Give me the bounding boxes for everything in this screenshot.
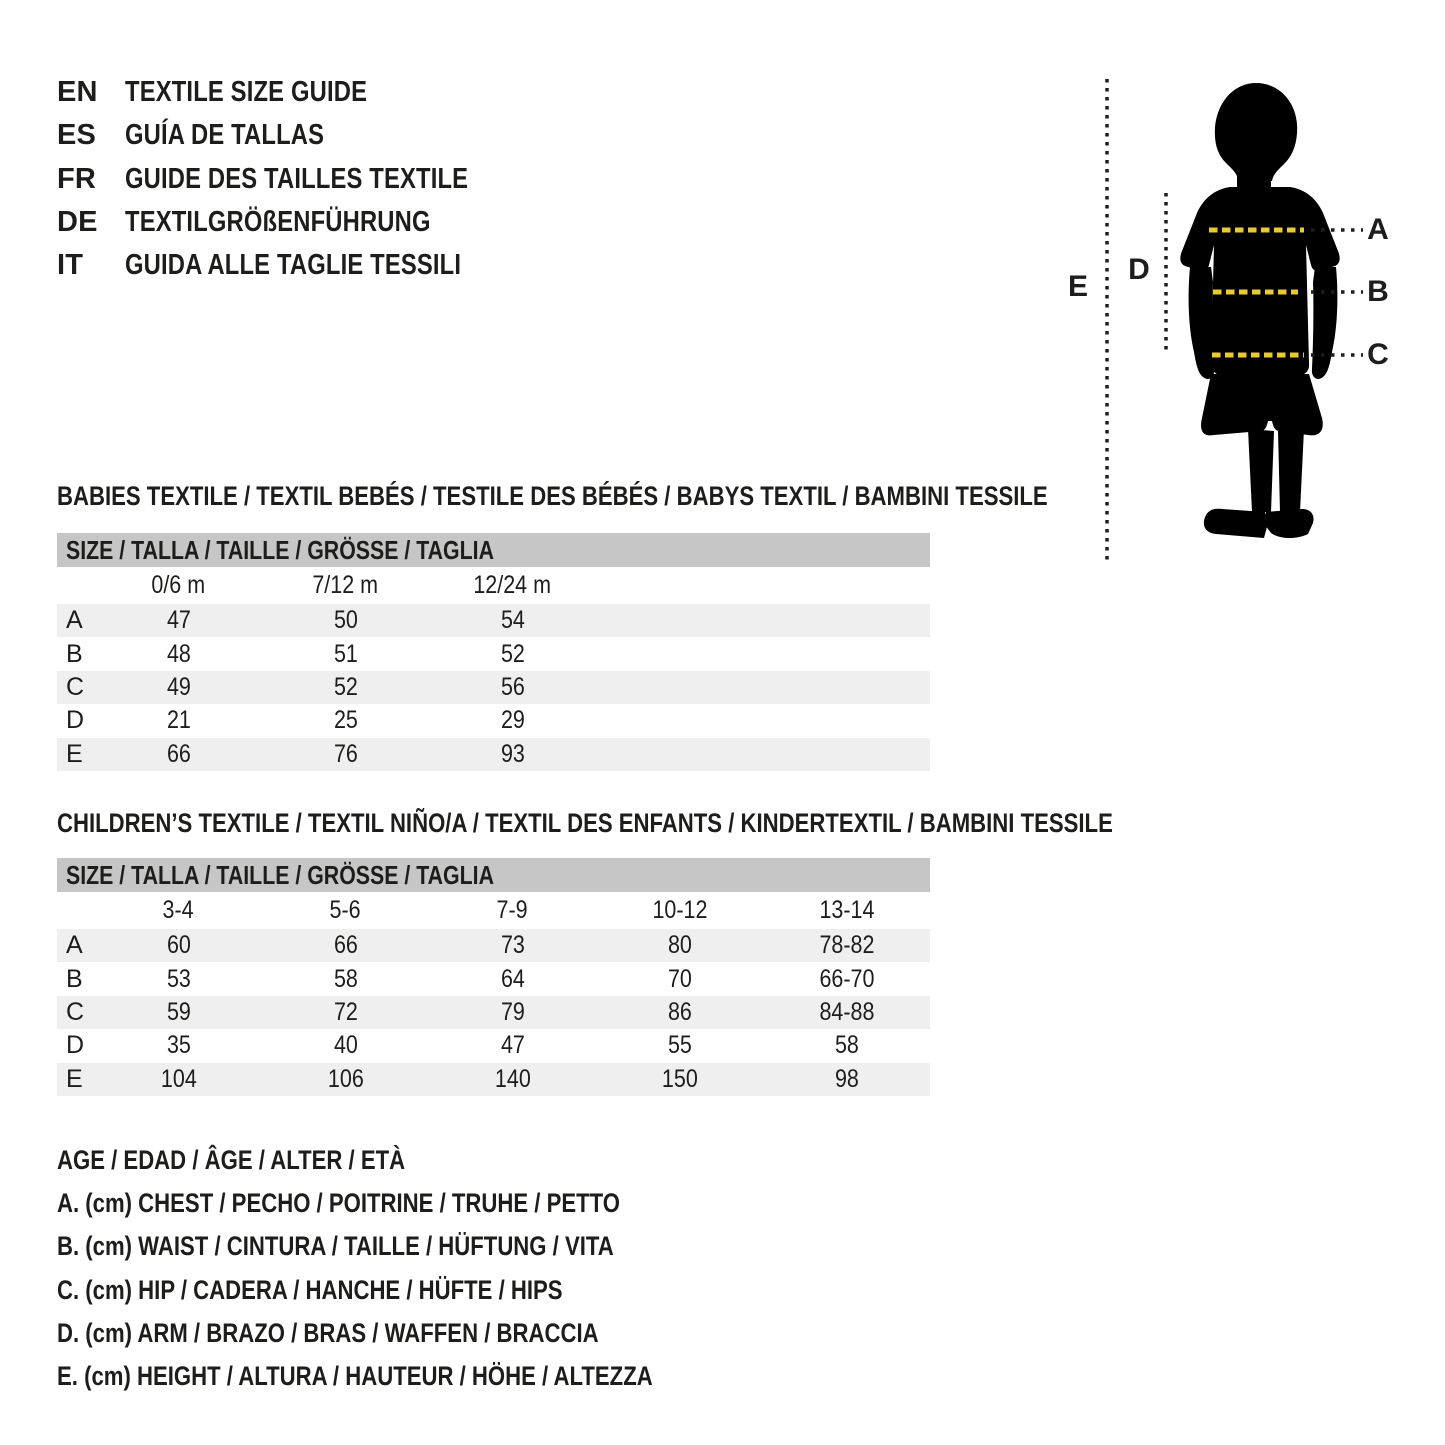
column-header: 10-12 (651, 896, 707, 924)
size-value-cell: 58 (333, 964, 358, 993)
lang-row-de (57, 201, 544, 244)
table-row (57, 962, 930, 995)
figure-label-b: B (1367, 275, 1389, 308)
table-row (57, 704, 930, 737)
column-header: 12/24 m (473, 571, 552, 599)
size-value-cell: 40 (333, 1031, 358, 1060)
size-value-cell: 60 (166, 931, 191, 960)
lang-code: EN (57, 76, 98, 109)
lang-title: TEXTILGRÖßENFÜHRUNG (125, 206, 431, 239)
column-headers-row (57, 892, 930, 929)
size-value-cell: 104 (160, 1064, 197, 1093)
size-value-cell: 66-70 (818, 964, 874, 993)
legend-line-arm: D. (cm) ARM / BRAZO / BRAS / WAFFEN / BRACCIA (57, 1317, 599, 1348)
size-value-cell: 58 (834, 1031, 859, 1060)
column-header: 7-9 (496, 896, 529, 924)
babies-size-table (57, 533, 930, 771)
lang-code: FR (57, 162, 97, 195)
table-row (57, 1063, 930, 1096)
figure-label-c: C (1367, 338, 1389, 371)
lang-title: GUIDE DES TAILLES TEXTILE (125, 162, 469, 195)
size-value-cell: 21 (166, 706, 191, 735)
size-value-cell: 106 (327, 1064, 364, 1093)
legend-line-age: AGE / EDAD / ÂGE / ALTER / ETÀ (57, 1145, 406, 1176)
size-value-cell: 59 (166, 997, 191, 1026)
table-row (57, 637, 930, 670)
lang-code: DE (57, 206, 98, 239)
size-value-cell: 35 (166, 1031, 191, 1060)
silhouette-right-leg (1278, 429, 1304, 512)
row-label: D (66, 1031, 85, 1060)
children-section-heading: CHILDREN’S TEXTILE / TEXTIL NIÑO/A / TEXTIL DES ENFANTS / KINDERTEXTIL / BAMBINI TESSILE (57, 808, 1113, 838)
silhouette-right-shoe (1265, 509, 1314, 538)
size-value-cell: 79 (500, 997, 525, 1026)
lang-row-en (57, 71, 544, 114)
size-value-cell: 72 (333, 997, 358, 1026)
legend-line-waist: B. (cm) WAIST / CINTURA / TAILLE / HÜFTUNG / VITA (57, 1231, 614, 1262)
row-label: D (66, 706, 85, 735)
size-value-cell: 54 (500, 606, 525, 635)
lang-row-it (57, 244, 544, 287)
lang-code: IT (57, 249, 84, 282)
size-value-cell: 73 (500, 931, 525, 960)
size-value-cell: 47 (500, 1031, 525, 1060)
size-value-cell: 47 (166, 606, 191, 635)
size-value-cell: 52 (500, 639, 525, 668)
table-row (57, 929, 930, 962)
row-label: E (66, 1064, 83, 1093)
size-value-cell: 70 (667, 964, 692, 993)
measurement-legend (57, 1139, 783, 1398)
figure-label-d: D (1128, 253, 1150, 286)
column-header: 3-4 (162, 896, 195, 924)
row-label: B (66, 964, 83, 993)
silhouette-left-shoe (1204, 509, 1268, 538)
silhouette-left-arm (1189, 267, 1215, 379)
table-size-header-bar: SIZE / TALLA / TAILLE / GRÖSSE / TAGLIA (57, 533, 930, 567)
size-value-cell: 66 (333, 931, 358, 960)
table-row (57, 738, 930, 771)
row-label: C (66, 672, 85, 701)
row-label: C (66, 997, 85, 1026)
column-header: 5-6 (329, 896, 362, 924)
figure-label-e: E (1067, 270, 1089, 303)
size-value-cell: 150 (661, 1064, 698, 1093)
lang-code: ES (57, 119, 97, 152)
table-row (57, 604, 930, 637)
size-value-cell: 76 (333, 739, 358, 768)
size-value-cell: 55 (667, 1031, 692, 1060)
size-value-cell: 93 (500, 739, 525, 768)
size-value-cell: 53 (166, 964, 191, 993)
figure-label-a: A (1367, 213, 1389, 246)
row-label: E (66, 739, 83, 768)
language-title-block (57, 71, 544, 287)
lang-title: TEXTILE SIZE GUIDE (125, 76, 368, 109)
table-size-header-bar: SIZE / TALLA / TAILLE / GRÖSSE / TAGLIA (57, 858, 930, 892)
size-value-cell: 29 (500, 706, 525, 735)
table-row (57, 996, 930, 1029)
lang-row-fr (57, 158, 544, 201)
lang-row-es (57, 114, 544, 157)
size-value-cell: 56 (500, 672, 525, 701)
size-value-cell: 52 (333, 672, 358, 701)
table-row (57, 671, 930, 704)
silhouette-head (1215, 83, 1297, 181)
size-value-cell: 64 (500, 964, 525, 993)
child-silhouette (1180, 83, 1339, 538)
row-label: A (66, 606, 83, 635)
size-value-cell: 78-82 (818, 931, 874, 960)
column-header: 0/6 m (151, 571, 206, 599)
size-value-cell: 51 (333, 639, 358, 668)
lang-title: GUIDA ALLE TAGLIE TESSILI (125, 249, 462, 282)
column-headers-row (57, 567, 930, 604)
legend-line-hip: C. (cm) HIP / CADERA / HANCHE / HÜFTE / HIPS (57, 1274, 563, 1305)
column-header: 13-14 (818, 896, 874, 924)
size-value-cell: 48 (166, 639, 191, 668)
row-label: B (66, 639, 83, 668)
size-value-cell: 50 (333, 606, 358, 635)
silhouette-right-arm (1312, 267, 1338, 379)
legend-line-height: E. (cm) HEIGHT / ALTURA / HAUTEUR / HÖHE / ALTEZZA (57, 1361, 653, 1392)
size-value-cell: 86 (667, 997, 692, 1026)
size-value-cell: 98 (834, 1064, 859, 1093)
size-value-cell: 49 (166, 672, 191, 701)
size-value-cell: 66 (166, 739, 191, 768)
size-value-cell: 84-88 (818, 997, 874, 1026)
column-header: 7/12 m (312, 571, 379, 599)
silhouette-shorts (1201, 374, 1323, 435)
size-value-cell: 25 (333, 706, 358, 735)
legend-line-chest: A. (cm) CHEST / PECHO / POITRINE / TRUHE / PETTO (57, 1188, 620, 1219)
children-size-table (57, 858, 930, 1096)
lang-title: GUÍA DE TALLAS (125, 119, 325, 152)
size-value-cell: 80 (667, 931, 692, 960)
babies-section-heading: BABIES TEXTILE / TEXTIL BEBÉS / TESTILE DES BÉBÉS / BABYS TEXTIL / BAMBINI TESSILE (57, 481, 1048, 511)
size-value-cell: 140 (494, 1064, 531, 1093)
table-row (57, 1029, 930, 1062)
row-label: A (66, 931, 83, 960)
